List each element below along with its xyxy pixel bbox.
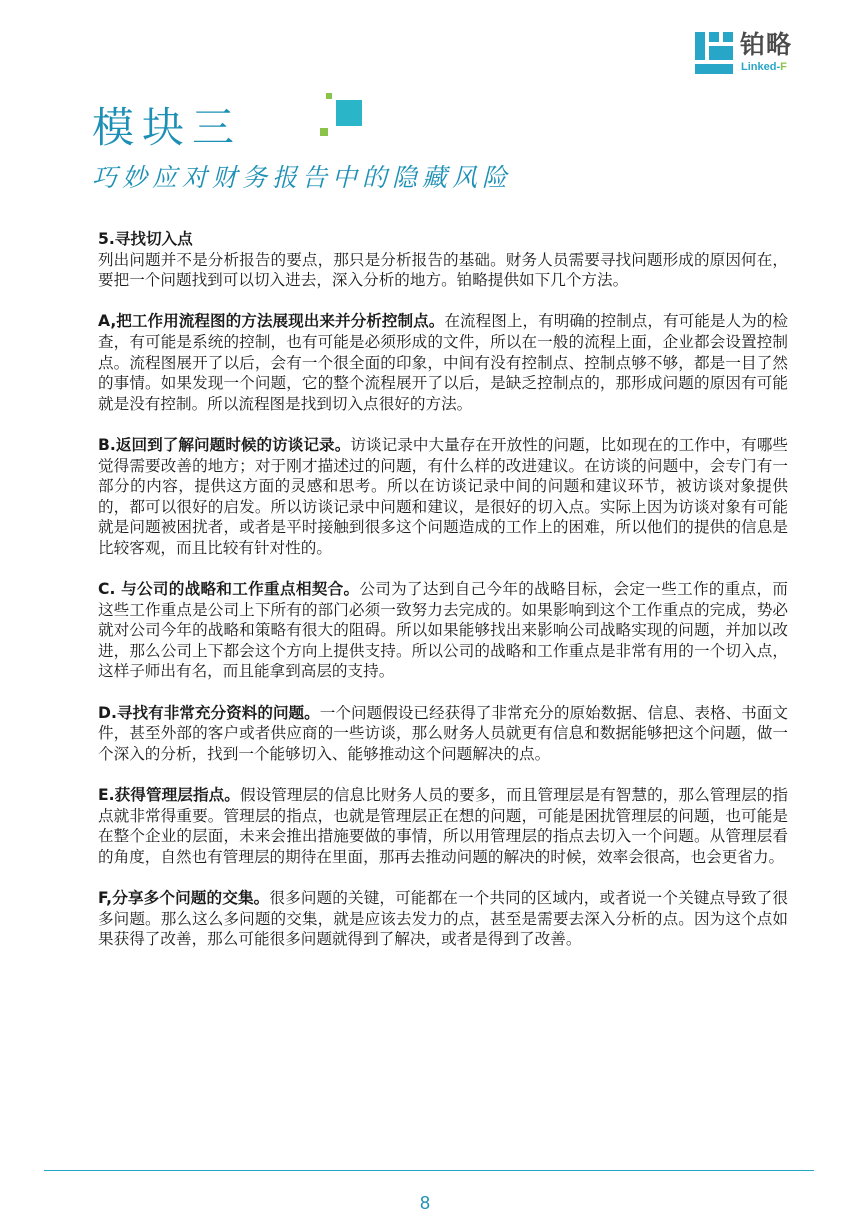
- module-title: 模块三: [92, 103, 243, 152]
- section-b: [98, 435, 788, 559]
- decorative-square: [320, 128, 328, 136]
- section-paragraph: [98, 785, 788, 867]
- section-paragraph: [98, 311, 788, 414]
- section-d: [98, 703, 788, 765]
- paragraph-lead: E.获得管理层指点。: [98, 786, 240, 805]
- paragraph-lead: D.寻找有非常充分资料的问题。: [98, 703, 320, 722]
- paragraph-lead: F,分享多个问题的交集。: [98, 889, 270, 907]
- section-f: [98, 888, 788, 950]
- paragraph-text: 假设管理层的信息比财务人员的要多，而且管理层是有智慧的，那么管理层的指点就非常得重要。管理层的指点，也就是管理层正在想的问题，可能是困扰管理层的问题，也可能是在整个企业的层面，未来会推出措施要做的事情，所以用管理层的指点去切入一个问题。从管理层看的角度，自然也有管理层的期待在里面，那再去推动问题的解决的时候，效率会很高，也会更省力。: [98, 786, 788, 866]
- logo-english-name: Linked-F: [741, 61, 787, 73]
- section-heading: 5.寻找切入点: [98, 230, 193, 248]
- section-paragraph: [98, 888, 788, 950]
- paragraph-lead: B.返回到了解问题时候的访谈记录。: [98, 435, 351, 454]
- paragraph-text: 一个问题假设已经获得了非常充分的原始数据、信息、表格、书面文件，甚至外部的客户或者供应商的一些访谈，那么财务人员就更有信息和数据能够把这个问题，做一个深入的分析，找到一个能够切入、能够推动这个问题解决的点。: [98, 703, 788, 763]
- section-paragraph: [98, 579, 788, 682]
- page-number: 8: [419, 1193, 430, 1213]
- section-intro: [98, 229, 788, 291]
- logo-chinese-name: 铂略: [740, 30, 793, 59]
- module-subtitle: 巧妙应对财务报告中的隐藏风险: [92, 163, 513, 192]
- document-body: [98, 229, 788, 970]
- section-paragraph: 列出问题并不是分析报告的要点，那只是分析报告的基础。财务人员需要寻找问题形成的原因何在，要把一个问题找到可以切入进去，深入分析的地方。铂略提供如下几个方法。: [98, 250, 788, 290]
- decorative-square: [326, 93, 332, 99]
- paragraph-text: 很多问题的关键，可能都在一个共同的区域内，或者说一个关键点导致了很多问题。那么这么多问题的交集，就是应该去发力的点，甚至是需要去深入分析的点。因为这个点如果获得了改善，那么可能很多问题就得到了解决，或者是得到了改善。: [98, 889, 788, 949]
- section-a: [98, 311, 788, 414]
- footer-divider: [44, 1170, 814, 1171]
- section-c: [98, 579, 788, 682]
- logo-mark-icon: [695, 32, 733, 74]
- section-paragraph: [98, 703, 788, 765]
- paragraph-text: 在流程图上，有明确的控制点，有可能是人为的检查，有可能是系统的控制，也有可能是必须形成的文件，所以在一般的流程上面，企业都会设置控制点。流程图展开了以后，会有一个很全面的印象，中间有没有控制点、控制点够不够，都是一目了然的事情。如果发现一个问题，它的整个流程展开了以后，是缺乏控制点的，那形成问题的原因有可能就是没有控制。所以流程图是找到切入点很好的方法。: [98, 312, 788, 413]
- section-paragraph: [98, 435, 788, 559]
- paragraph-lead: C. 与公司的战略和工作重点相契合。: [98, 580, 360, 599]
- paragraph-text: 访谈记录中大量存在开放性的问题，比如现在的工作中，有哪些觉得需要改善的地方；对于刚才描述过的问题，有什么样的改进建议。在访谈的问题中，会专门有一部分的内容，提供这方面的灵感和思考。所以在访谈记录中间的问题和建议环节，被访谈对象提供的，都可以很好的启发。所以访谈记录中问题和建议，是很好的切入点。实际上因为访谈对象有可能就是问题被困扰者，或者是平时接触到很多这个问题造成的工作上的困难，所以他们的提供的信息是比较客观，而且比较有针对性的。: [98, 435, 788, 557]
- paragraph-lead: A,把工作用流程图的方法展现出来并分析控制点。: [98, 312, 445, 331]
- decorative-square: [336, 100, 362, 126]
- paragraph-text: 公司为了达到自己今年的战略目标，会定一些工作的重点，而这些工作重点是公司上下所有的部门必须一致努力去完成的。如果影响到这个工作重点的完成，势必就对公司今年的战略和策略有很大的阻碍。所以如果能够找出来影响公司战略实现的问题，并加以改进，那么公司上下都会这个方向上提供支持。所以公司的战略和工作重点是非常有用的一个切入点，这样子师出有名，而且能拿到高层的支持。: [98, 580, 788, 681]
- company-logo: [695, 30, 815, 78]
- section-e: [98, 785, 788, 867]
